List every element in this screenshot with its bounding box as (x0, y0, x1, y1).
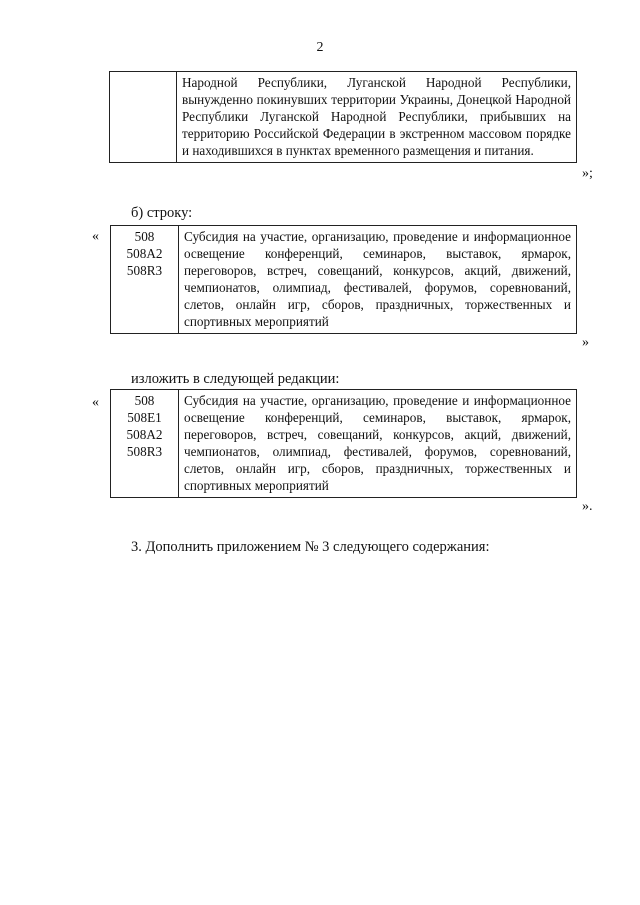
code-cell (111, 390, 179, 498)
description-cell: Субсидия на участие, организацию, проведение и информационное освещение конференций, семинаров, выставок, ярмарок, переговоров, встреч, совещаний, конкурсов, акций, движений, чемпионатов, олимпиад, фестивалей, форумов, соревнований, слетов, онлайн игр, сборов, праздничных, торжественных и спортивных мероприятий (179, 390, 577, 498)
old-row-table (110, 225, 577, 334)
opening-quote: « (92, 229, 99, 244)
closing-quote: ». (582, 499, 593, 514)
description-cell: Народной Республики, Луганской Народной Республики, вынужденно покинувших территории Украины, Донецкой Народной Республики Луганской Народной Республики, прибывших на территорию Российской Федерации в экстренном массовом порядке и находившихся в пунктах временного размещения и питания. (177, 72, 577, 163)
opening-quote: « (92, 395, 99, 410)
budget-code: 508A2 (126, 427, 163, 442)
table-row (111, 390, 577, 498)
budget-code: 508R3 (126, 263, 163, 278)
paragraph-edit: изложить в следующей редакции: (131, 371, 340, 387)
paragraph-b: б) строку: (131, 205, 193, 221)
description-cell: Субсидия на участие, организацию, проведение и информационное освещение конференций, семинаров, выставок, ярмарок, переговоров, встреч, совещаний, конкурсов, акций, движений, чемпионатов, олимпиад, фестивалей, форумов, соревнований, слетов, онлайн игр, сборов, праздничных, торжественных и спортивных мероприятий (179, 226, 577, 334)
budget-code: 508R3 (126, 444, 163, 459)
budget-code: 508E1 (127, 410, 162, 425)
paragraph-3: 3. Дополнить приложением № 3 следующего содержания: (131, 539, 490, 555)
code-cell (110, 72, 177, 163)
budget-code: 508 (134, 229, 155, 244)
budget-code: 508 (134, 393, 155, 408)
table-row (111, 226, 577, 334)
budget-code: 508A2 (126, 246, 163, 261)
closing-quote: » (582, 335, 589, 350)
table-row (110, 72, 577, 163)
continuation-table (109, 71, 577, 163)
new-row-table (110, 389, 577, 498)
page-number: 2 (316, 40, 324, 55)
closing-quote: »; (582, 166, 593, 181)
code-cell (111, 226, 179, 334)
